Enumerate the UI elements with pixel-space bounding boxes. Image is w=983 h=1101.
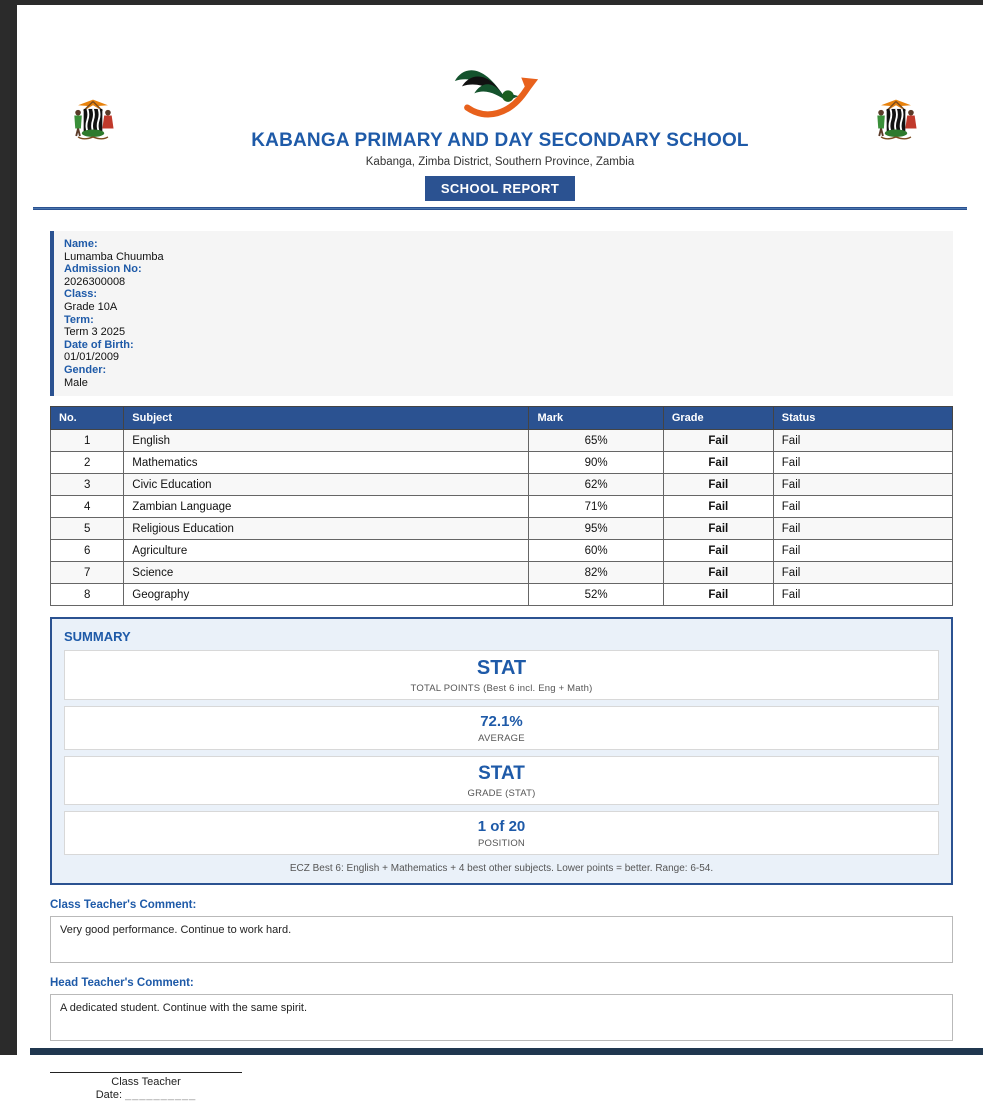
student-field-value: Grade 10A — [64, 300, 118, 313]
cell-subject: Science — [124, 562, 529, 584]
total-points-label: TOTAL POINTS (Best 6 incl. Eng + Math) — [410, 683, 593, 695]
report-header — [17, 5, 983, 201]
cell-status: Fail — [773, 496, 952, 518]
report-type-badge: SCHOOL REPORT — [425, 176, 575, 201]
cell-grade: Fail — [663, 540, 773, 562]
cell-subject: Geography — [124, 584, 529, 606]
table-header-row — [51, 407, 953, 430]
student-field-label: Name: — [64, 238, 98, 250]
cell-mark: 82% — [529, 562, 663, 584]
class-teacher-comment-box: Very good performance. Continue to work hard. — [50, 916, 953, 963]
cell-status: Fail — [773, 518, 952, 540]
cell-subject: Zambian Language — [124, 496, 529, 518]
cell-mark: 95% — [529, 518, 663, 540]
student-field-label: Class: — [64, 288, 98, 301]
results-table — [50, 406, 953, 606]
average-value: 72.1% — [480, 713, 523, 731]
cell-grade: Fail — [663, 562, 773, 584]
signature-role: Class Teacher — [111, 1076, 181, 1089]
student-field-label: Date of Birth: — [64, 338, 134, 351]
student-field-value: Term 3 2025 — [64, 326, 126, 339]
zambia-coat-of-arms-icon — [65, 95, 121, 149]
header-subject: Subject — [124, 407, 529, 430]
student-field-value: Male — [64, 376, 88, 389]
eagle-arrow-logo-icon — [451, 58, 549, 120]
header-status: Status — [773, 407, 952, 430]
cell-subject: English — [124, 430, 529, 452]
position-label: POSITION — [478, 838, 525, 850]
cell-subject: Mathematics — [124, 452, 529, 474]
cell-no: 2 — [51, 452, 124, 474]
student-field-value: 2026300008 — [64, 275, 126, 288]
grade-label: GRADE (STAT) — [467, 788, 536, 800]
school-logo — [17, 58, 983, 120]
header-mark: Mark — [529, 407, 663, 430]
summary-card-position — [64, 811, 939, 855]
cell-no: 7 — [51, 562, 124, 584]
report-page — [17, 5, 983, 1101]
cell-grade: Fail — [663, 584, 773, 606]
cell-status: Fail — [773, 562, 952, 584]
cell-status: Fail — [773, 430, 952, 452]
header-no: No. — [51, 407, 124, 430]
student-field-value: Lumamba Chuumba — [64, 250, 164, 263]
cell-no: 6 — [51, 540, 124, 562]
cell-grade: Fail — [663, 496, 773, 518]
header-divider — [33, 207, 967, 210]
cell-no: 1 — [51, 430, 124, 452]
cell-mark: 90% — [529, 452, 663, 474]
table-row — [51, 584, 953, 606]
cell-subject: Civic Education — [124, 474, 529, 496]
cell-status: Fail — [773, 540, 952, 562]
class-teacher-comment-label: Class Teacher's Comment: — [50, 899, 197, 912]
cell-mark: 62% — [529, 474, 663, 496]
cell-subject: Agriculture — [124, 540, 529, 562]
cell-mark: 52% — [529, 584, 663, 606]
cell-mark: 65% — [529, 430, 663, 452]
date-label: Date: — [95, 1089, 123, 1101]
cell-status: Fail — [773, 452, 952, 474]
window-frame-left — [0, 0, 17, 1055]
student-info-panel — [50, 231, 953, 396]
summary-card-total-points — [64, 650, 939, 700]
cell-no: 5 — [51, 518, 124, 540]
cell-status: Fail — [773, 474, 952, 496]
signature-date — [50, 1089, 242, 1101]
cell-grade: Fail — [663, 452, 773, 474]
table-row — [51, 430, 953, 452]
student-field-label: Term: — [64, 313, 94, 326]
student-field-label: Gender: — [64, 363, 107, 376]
cell-status: Fail — [773, 584, 952, 606]
total-points-value: STAT — [476, 657, 527, 680]
summary-card-grade — [64, 756, 939, 805]
cell-no: 4 — [51, 496, 124, 518]
zambia-coat-of-arms-icon — [868, 95, 924, 149]
summary-card-average — [64, 706, 939, 750]
cell-grade: Fail — [663, 474, 773, 496]
cell-no: 8 — [51, 584, 124, 606]
page-bottom-bar — [30, 1048, 983, 1055]
head-teacher-comment-label: Head Teacher's Comment: — [50, 977, 194, 990]
cell-grade: Fail — [663, 430, 773, 452]
table-row — [51, 540, 953, 562]
table-row — [51, 562, 953, 584]
cell-grade: Fail — [663, 518, 773, 540]
student-field-value: 01/01/2009 — [64, 351, 120, 364]
cell-subject: Religious Education — [124, 518, 529, 540]
position-value: 1 of 20 — [477, 818, 526, 836]
school-address: Kabanga, Zimba District, Southern Province, Zambia — [365, 156, 635, 168]
page-title: KABANGA PRIMARY AND DAY SECONDARY SCHOOL — [251, 130, 749, 151]
table-row — [51, 474, 953, 496]
table-row — [51, 452, 953, 474]
summary-title: SUMMARY — [64, 629, 131, 645]
head-teacher-comment-box: A dedicated student. Continue with the same spirit. — [50, 994, 953, 1041]
date-blank-line: __________ — [125, 1089, 197, 1101]
signature-line — [50, 1072, 242, 1073]
cell-mark: 60% — [529, 540, 663, 562]
student-field-label: Admission No: — [64, 263, 142, 276]
cell-mark: 71% — [529, 496, 663, 518]
summary-note: ECZ Best 6: English + Mathematics + 4 best other subjects. Lower points = better. Range: 6-54. — [289, 863, 714, 875]
grade-value: STAT — [478, 763, 525, 785]
summary-panel — [50, 617, 953, 885]
table-row — [51, 518, 953, 540]
average-label: AVERAGE — [478, 733, 525, 745]
cell-no: 3 — [51, 474, 124, 496]
window-frame-top — [0, 0, 983, 5]
signature-block — [50, 1072, 242, 1101]
table-row — [51, 496, 953, 518]
header-grade: Grade — [663, 407, 773, 430]
